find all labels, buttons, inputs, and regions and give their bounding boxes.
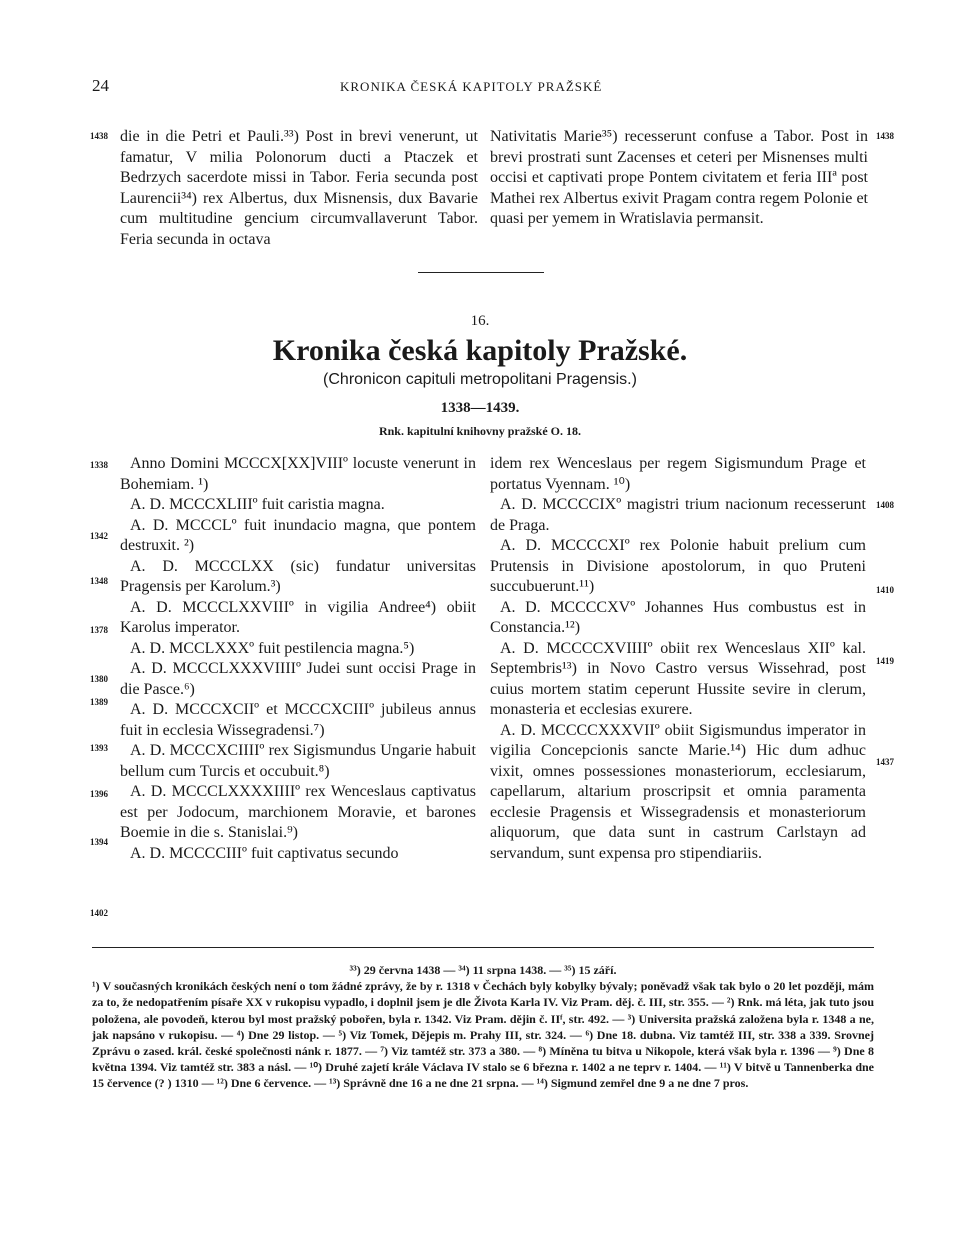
chronicle-entry (120, 516, 476, 557)
entry-text: A. D. MCCCXCIIIIº rex Sigismundus Ungarie habuit bellum cum Turcis et occubuit.⁸) (120, 742, 476, 780)
continuation-left-column (120, 127, 478, 250)
chronicle-entry (490, 639, 866, 721)
entry-text: A. D. MCCCXCIIº et MCCCXCIIIº jubileus annus fuit in ecclesia Wissegradensi.⁷) (120, 701, 476, 739)
running-head (0, 76, 960, 98)
footnotes (92, 962, 874, 1092)
margin-year: 1342 (90, 531, 108, 541)
continuation-right-column (490, 127, 868, 230)
chronicle-entry (490, 454, 866, 495)
margin-year: 1410 (876, 585, 894, 595)
margin-year: 1402 (90, 908, 108, 918)
chronicle-entry (490, 536, 866, 598)
document-number: 16. (470, 313, 490, 329)
margin-year: 1438 (876, 131, 894, 141)
margin-year: 1419 (876, 656, 894, 666)
margin-year: 1389 (90, 697, 108, 707)
chronicle-entry (120, 454, 476, 495)
footnote-line: ³³) 29 června 1438 — ³⁴) 11 srpna 1438. — ³⁵) 15 září. (349, 963, 617, 977)
margin-year: 1393 (90, 743, 108, 753)
footnote-divider (92, 947, 874, 948)
entry-text: A. D. MCCCCXVIIIIº obiit rex Wenceslaus XIIº kal. Septembris¹³) in Novo Castro versus Wissehrad, post cuius mortem statim ceperunt Hussite sevire in clerum, monasteria et ecclesias exurere. (490, 639, 866, 718)
entry-text: A. D. MCCCXLIIIº fuit caristia magna. (130, 496, 385, 513)
margin-year: 1438 (90, 131, 108, 141)
section-divider (418, 272, 544, 273)
document-title: Kronika česká kapitoly Pražské. (272, 334, 688, 367)
chronicle-entry (120, 741, 476, 782)
chronicle-entry (120, 700, 476, 741)
chronicle-entry (120, 639, 476, 660)
chronicle-entry (120, 495, 476, 516)
footnote-body: ¹) V současných kronikách českých není o tom žádné zprávy, že by r. 1318 v Čechách byly kobylky bývaly; poněvadž však tak bylo o 20 let později, mám za to, že nedopatřením písaře XX v rukopisu vypadlo, i doplnil jsem je dle Života Karla IV. Viz Pram. děj. č. III, str. 355. — ²) Rnk. má léta, jak tuto jsou položena, ale povodeň, kterou byl most pražský pobořen, byla r. 1342. Viz Pram. dějin č. IIᶠ, str. 492. — ³) Universita pražská založena byla r. 1348 a ne, jak napsáno v rukopisu. — ⁴) Dne 29 listop. — ⁵) Viz Tomek, Dějepis m. Prahy III, str. 324. — ⁶) Dne 18. dubna. Viz tamtéž III, str. 338 a 339. Srovnej Zprávu o zased. král. české společnosti nánk r. 1877. — ⁷) Viz tamtéž str. 373 a 380. — ⁸) Míněna tu bitva u Nikopole, která však byla r. 1396 — ⁹) Dne 8 května 1394. Viz tamtéž str. 383 a násl. — ¹⁰) Druhé zajetí krále Václava IV stalo se 6 března r. 1402 a ne teprv r. 1404. — ¹¹) V bitvě u Tannenberka dne 15 července (? ) 1310 — ¹²) Dne 6 července. — ¹³) Správně dne 16 a ne dne 21 srpna. — ¹⁴) Sigmund zemřel dne 9 a ne dne 7 pros. (92, 979, 874, 1091)
margin-year: 1338 (90, 460, 108, 470)
entry-text: idem rex Wenceslaus per regem Sigismundum Prage et portatus Vyennam. ¹⁰) (490, 455, 866, 493)
running-title: KRONIKA ČESKÁ KAPITOLY PRAŽSKÉ (340, 79, 603, 94)
entry-text: Anno Domini MCCCX[XX]VIIIº locuste venerunt in Bohemiam. ¹) (120, 455, 476, 493)
entry-text: A. D. MCCCCXIº rex Polonie habuit prelium cum Prutensis in Divisione apostolorum, in quo Pruteni succubuerunt.¹¹) (490, 537, 866, 595)
chronicle-entry (490, 495, 866, 536)
chronicle-entry (120, 844, 476, 865)
continuation-text-left: die in die Petri et Pauli.³³) Post in brevi venerunt, ut famatur, V milia Polonorum ducti a Ptaczek et Bedrzych sacerdote missi in Tabor. Feria secunda post Laurencii³⁴) rex Albertus, dux Misnensis, dux Bavarie cum multitudine gencium circumvallaverunt Tabor. Feria secunda in octava (120, 128, 478, 248)
document-subtitle: (Chronicon capituli metropolitani Pragensis.) (323, 371, 637, 388)
margin-year: 1380 (90, 674, 108, 684)
chronicle-entry (490, 721, 866, 865)
margin-year: 1408 (876, 500, 894, 510)
entry-text: A. D. MCCCLXXVIIIº in vigilia Andree⁴) obiit Karolus imperator. (120, 598, 476, 636)
chronicle-entry (120, 598, 476, 639)
entry-text: A. D. MCCCLXXXVIIIIº Judei sunt occisi Prage in die Pasce.⁶) (120, 660, 476, 698)
page-number: 24 (92, 76, 109, 95)
margin-year: 1378 (90, 625, 108, 635)
document-source: Rnk. kapitulní knihovny pražské O. 18. (378, 424, 582, 438)
margin-year: 1394 (90, 837, 108, 847)
entry-text: A. D. MCCCCIIIº fuit captivatus secundo (130, 844, 399, 862)
margin-year: 1396 (90, 789, 108, 799)
entry-text: A. D. MCCCLXXXXIIIIº rex Wenceslaus captivatus est per Jodocum, marchionem Moravie, et barones Boemie in die s. Stanislai.⁹) (120, 783, 476, 841)
chronicle-entry (120, 557, 476, 598)
entry-text: A. D. MCCCCIXº magistri trium nacionum recesserunt de Praga. (490, 496, 866, 534)
chronicle-left-column (120, 454, 476, 864)
document-years: 1338—1439. (440, 400, 520, 416)
entry-text: A. D. MCCLXXXº fuit pestilencia magna.⁵) (130, 639, 415, 657)
entry-text: A. D. MCCCCXXXVIIº obiit Sigismundus imperator in vigilia Concepcionis sancte Marie.¹⁴) Hic dum adhuc vixit, omnes possessiones monasteriorum, ecclesiarum, capellarum, altarium proscripsit et omnia paramenta ecclesie Pragensis et Wissegradensis et monasteriorum aliquorum, que data sunt in castrum Carlstayn ad servandum, sunt expensa pro stipendiariis. (490, 721, 866, 862)
chronicle-entry (120, 782, 476, 844)
continuation-text-right: Nativitatis Marie³⁵) recesserunt confuse a Tabor. Post in brevi prostrati sunt Zacenses et ceteri per Misnenses multi occisi et captivati prope Pontem civitatem et feria IIIª post Mathei rex Albertus exivit Pragam contra regem Polonie et quasi per yemem in Wratislavia permansit. (490, 128, 868, 227)
chronicle-right-column (490, 454, 866, 864)
margin-year: 1348 (90, 576, 108, 586)
entry-text: A. D. MCCCCXVº Johannes Hus combustus est in Constancia.¹²) (490, 598, 866, 636)
margin-year: 1437 (876, 757, 894, 767)
chronicle-entry (120, 659, 476, 700)
chronicle-entry (490, 598, 866, 639)
entry-text: A. D. MCCCLº fuit inundacio magna, que pontem destruxit. ²) (120, 516, 476, 554)
entry-text: A. D. MCCCLXX (sic) fundatur universitas Pragensis per Karolum.³) (120, 557, 476, 595)
